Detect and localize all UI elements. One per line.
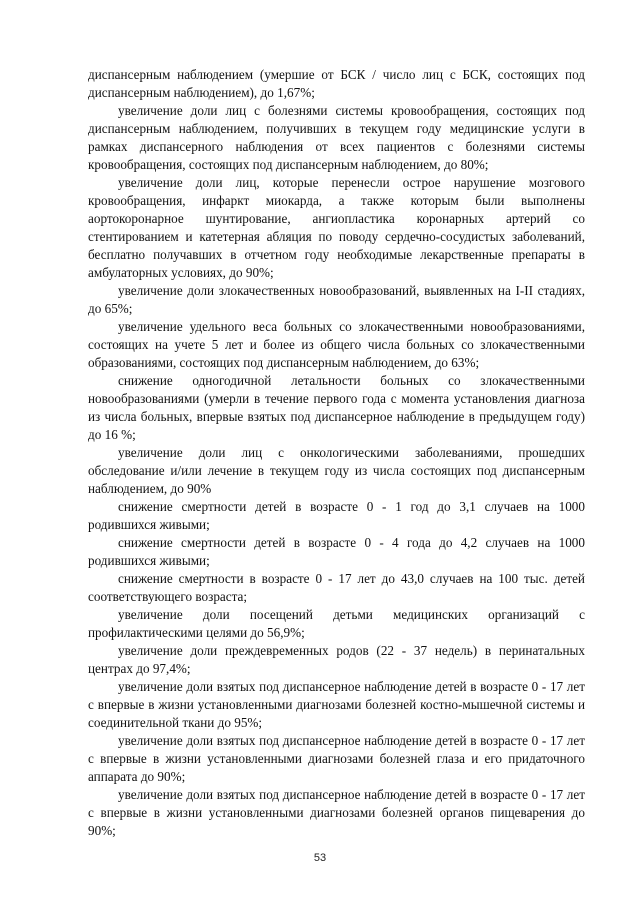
paragraph: увеличение доли преждевременных родов (22 - 37 недель) в перинатальных центрах до 97,4%;	[88, 643, 585, 676]
paragraph: увеличение доли лиц с болезнями системы кровообращения, состоящих под диспансерным наблюдением, получивших в текущем году медицинские услуги в рамках диспансерного наблюдения от всех пациентов с болезнями системы кровообращения, состоящих под диспансерным наблюдением, до 80%;	[88, 103, 585, 172]
paragraph: увеличение доли злокачественных новообразований, выявленных на I-II стадиях, до 65%;	[88, 283, 585, 316]
paragraph: увеличение удельного веса больных со злокачественными новообразованиями, состоящих на учете 5 лет и более из общего числа больных со злокачественными образованиями, состоящих под диспансерным наблюдением, до 63%;	[88, 319, 585, 370]
paragraph: снижение смертности детей в возрасте 0 - 1 год до 3,1 случаев на 1000 родившихся живыми;	[88, 499, 585, 532]
body-text	[88, 66, 585, 840]
paragraph: увеличение доли взятых под диспансерное наблюдение детей в возрасте 0 - 17 лет с впервые в жизни установленными диагнозами болезней глаза и его придаточного аппарата до 90%;	[88, 733, 585, 784]
paragraph: увеличение доли посещений детьми медицинских организаций с профилактическими целями до 56,9%;	[88, 607, 585, 640]
paragraph: снижение смертности в возрасте 0 - 17 лет до 43,0 случаев на 100 тыс. детей соответствующего возраста;	[88, 571, 585, 604]
paragraph: увеличение доли лиц с онкологическими заболеваниями, прошедших обследование и/или лечение в текущем году из числа состоящих под диспансерным наблюдением, до 90%	[88, 445, 585, 496]
paragraph: увеличение доли взятых под диспансерное наблюдение детей в возрасте 0 - 17 лет с впервые в жизни установленными диагнозами болезней органов пищеварения до 90%;	[88, 787, 585, 838]
page-number: 53	[313, 852, 327, 864]
paragraph: диспансерным наблюдением (умершие от БСК / число лиц с БСК, состоящих под диспансерным наблюдением), до 1,67%;	[88, 67, 585, 100]
paragraph: увеличение доли лиц, которые перенесли острое нарушение мозгового кровообращения, инфаркт миокарда, а также которым были выполнены аортокоронарное шунтирование, ангиопластика коронарных артерий со стентированием и катетерная абляция по поводу сердечно-сосудистых заболеваний, бесплатно получавших в отчетном году необходимые лекарственные препараты в амбулаторных условиях, до 90%;	[88, 175, 585, 280]
paragraph: снижение смертности детей в возрасте 0 - 4 года до 4,2 случаев на 1000 родившихся живыми;	[88, 535, 585, 568]
paragraph: снижение одногодичной летальности больных со злокачественными новообразованиями (умерли в течение первого года с момента установления диагноза из числа больных, впервые взятых под диспансерное наблюдение в предыдущем году) до 16 %;	[88, 373, 585, 442]
paragraph: увеличение доли взятых под диспансерное наблюдение детей в возрасте 0 - 17 лет с впервые в жизни установленными диагнозами болезней костно-мышечной системы и соединительной ткани до 95%;	[88, 679, 585, 730]
